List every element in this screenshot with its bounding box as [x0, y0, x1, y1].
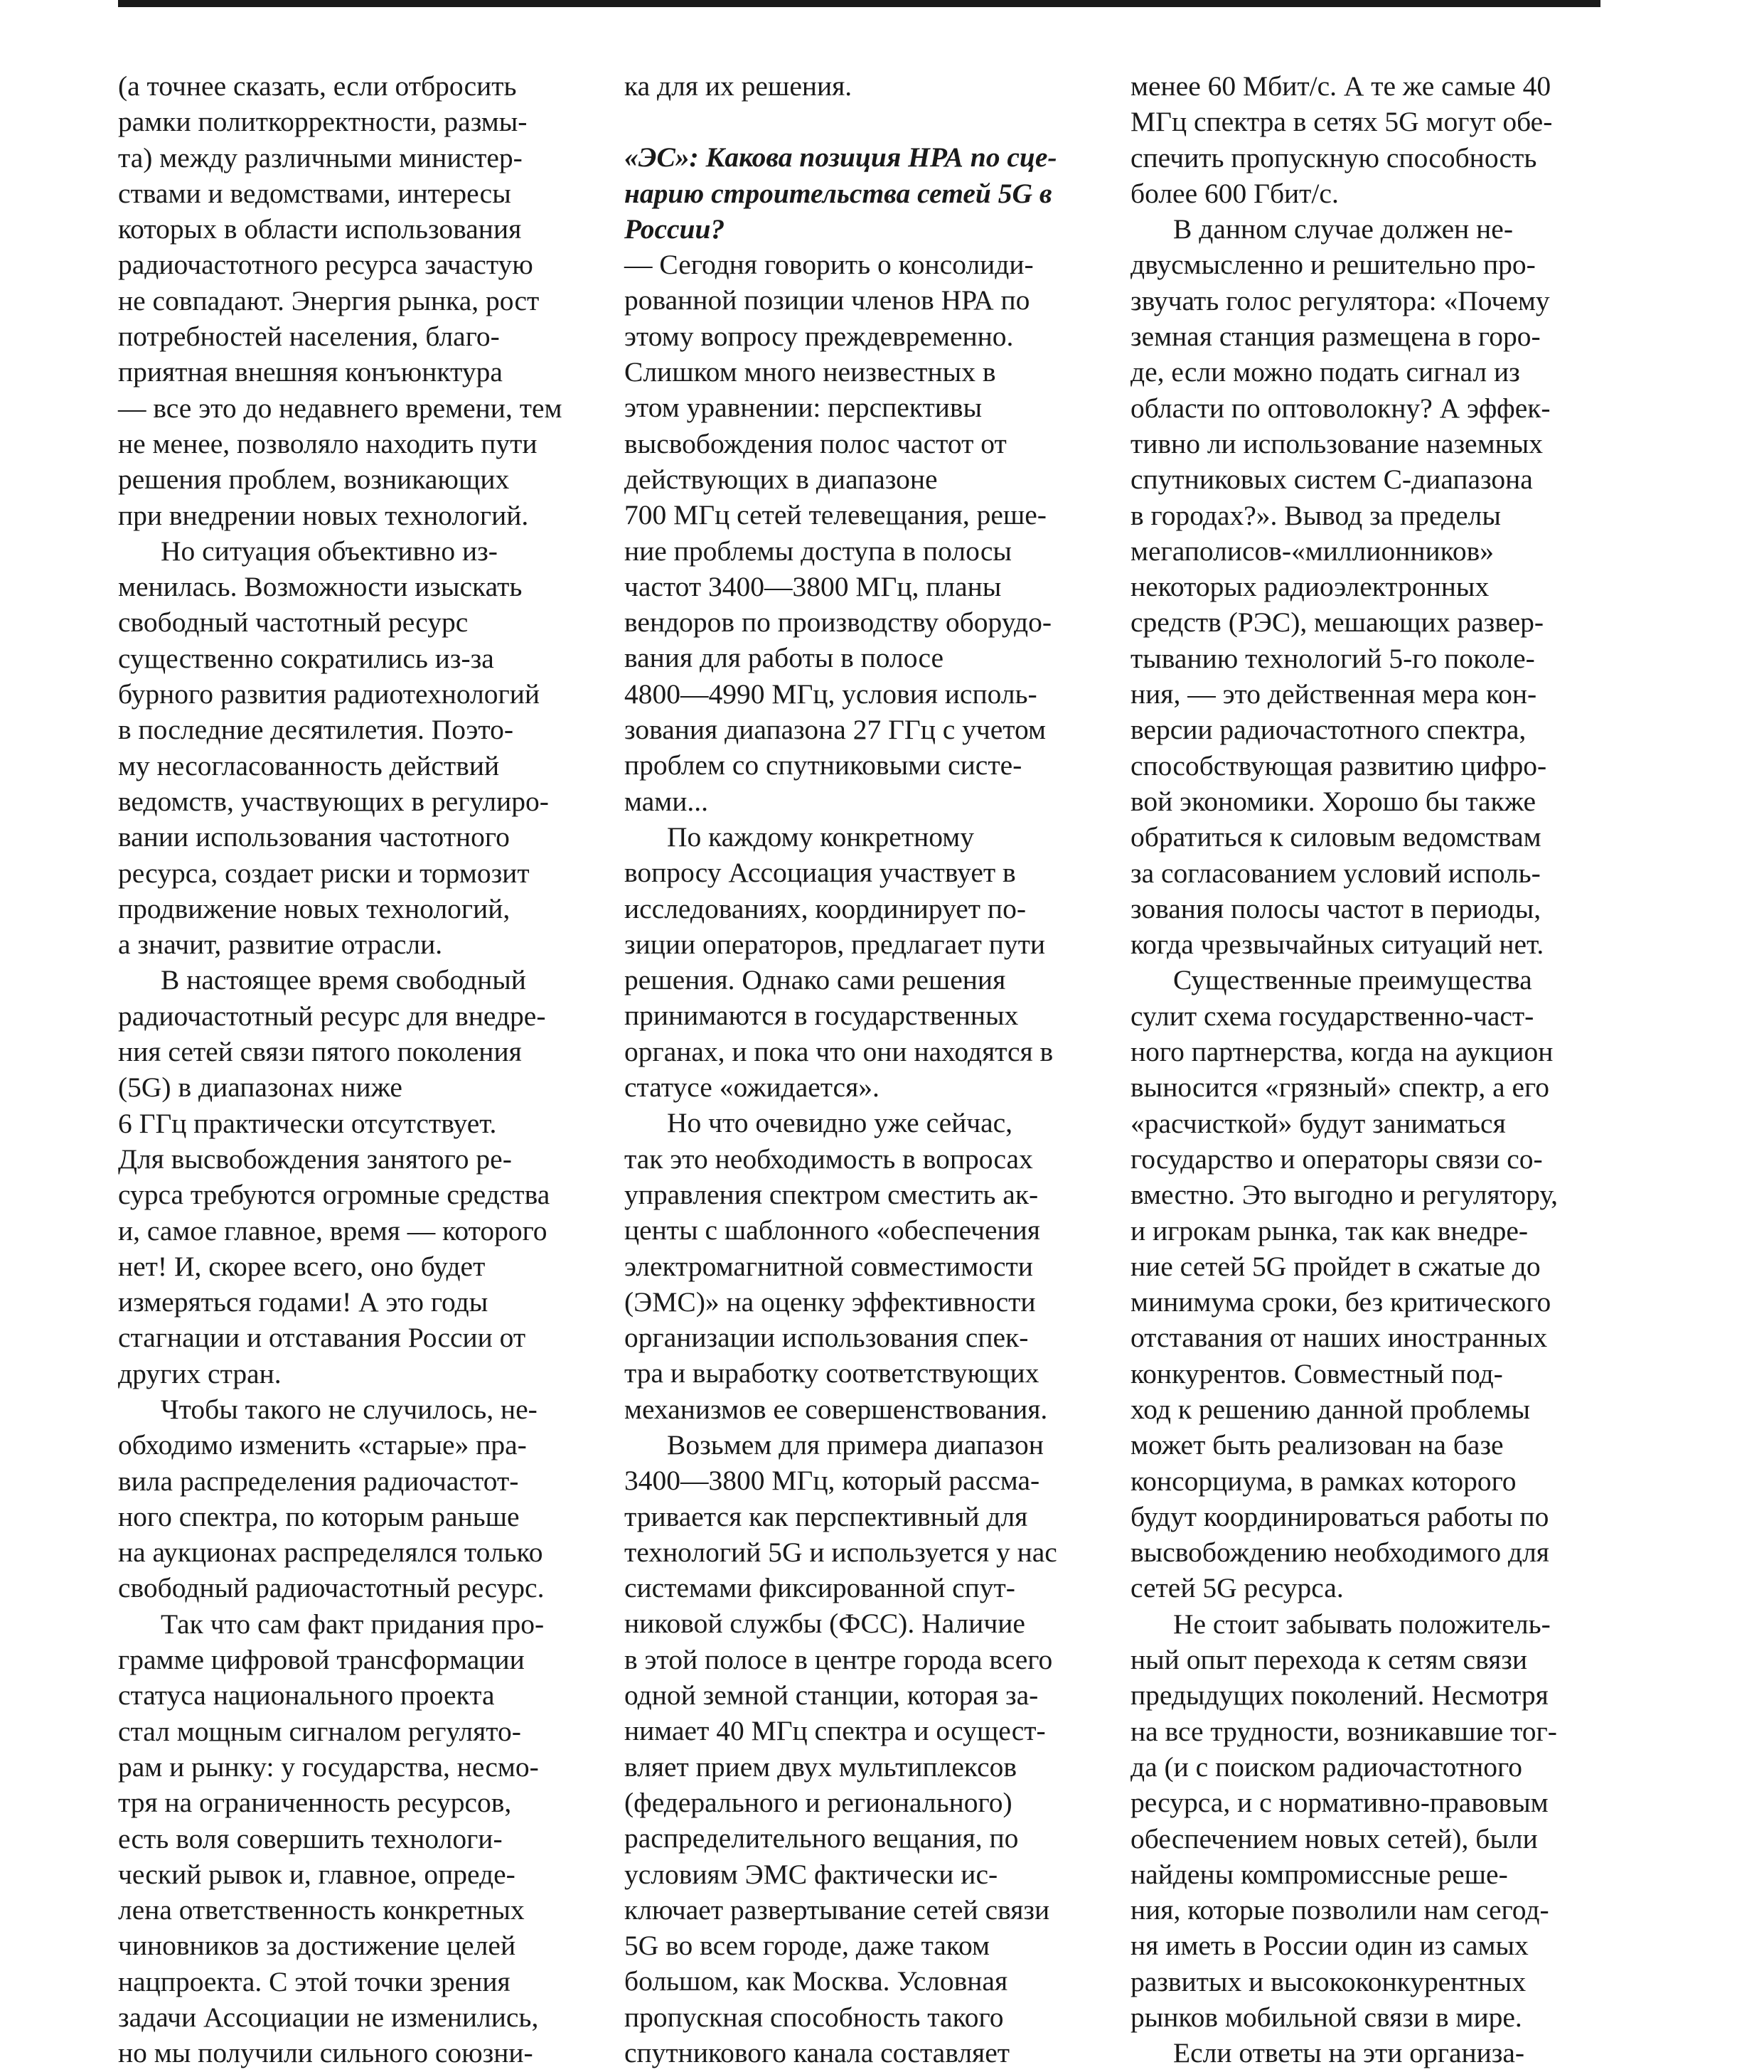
column-3 [1130, 68, 1614, 2071]
column-2 [624, 68, 1115, 2071]
paragraph: В данном случае должен не- двусмысленно и решительно про- звучать голос регулятора: «Почему земная станция размещена в горо- де, если можно подать сигнал из области по оптоволокну? А эффек- тивно ли использование наземных спутниковых систем С-диапазона в городах?». Вывод за пределы мегаполисов-«миллионников» некоторых радиоэлектронных средств (РЭС), мешающих развер- тыванию технологий 5-го поколе- ния, — это действенная мера кон- версии радиочастотного спектра, способствующая развитию цифро- вой экономики. Хорошо бы также обратиться к силовым ведомствам за согласованием условий исполь- зования полосы частот в периоды, когда чрезвычайных ситуаций нет. [1130, 213, 1551, 961]
interview-question: «ЭС»: Какова позиция НРА по сце- нарию строительства сетей 5G в России? [624, 141, 1057, 245]
paragraph: Возьмем для примера диапазон 3400—3800 МГц, который рассма- тривается как перспективный для технологий 5G и используется у нас системами фиксированной спут- никовой службы (ФСС). Наличие в этой полосе в центре города всего одной земной станции, которая за- нимает 40 МГц спектра и осущест- вляет прием двух мультиплексов (федерального и регионального) распределительного вещания, по условиям ЭМС фактически ис- ключает развертывание сетей связи 5G во всем городе, даже таком большом, как Москва. Условная пропускная способность такого спутникового канала составляет [624, 1428, 1057, 2069]
paragraph: Не стоит забывать положитель- ный опыт перехода к сетям связи предыдущих поколений. Несмотря на все трудности, возникавшие тог- да (и с поиском радиочастотного ресурса, и с нормативно-правовым обеспечением новых сетей), были найдены компромиссные реше- ния, которые позволили нам сегод- ня иметь в России один из самых развитых и высококонкурентных рынков мобильной связи в мире. [1130, 1608, 1557, 2034]
column-1 [118, 68, 587, 2071]
paragraph: Существенные преимущества сулит схема государственно-част- ного партнерства, когда на аукцион выносится «грязный» спектр, а его «расчисткой» будут заниматься государство и операторы связи со- вместно. Это выгодно и регулятору, и игрокам рынка, так как внедре- ние сетей 5G пройдет в сжатые до минимума сроки, без критического отставания от наших иностранных конкурентов. Совместный под- ход к решению данной проблемы может быть реализован на базе консорциума, в рамках которого будут координироваться работы по высвобождению необходимого для сетей 5G ресурса. [1130, 964, 1559, 1604]
paragraph: (а точнее сказать, если отбросить рамки политкорректности, размы- та) между различными министер- ствами и ведомствами, интересы которых в области использования радиочастотного ресурса зачастую не совпадают. Энергия рынка, рост потребностей населения, благо- приятная внешняя конъюнктура — все это до недавнего времени, тем не менее, позволяло находить пути решения проблем, возникающих при внедрении новых технологий. [118, 70, 562, 531]
paragraph: Если ответы на эти организа- [1173, 2037, 1525, 2069]
paragraph: — Сегодня говорить о консолиди- рованной позиции членов НРА по этому вопросу преждевременно. Слишком много неизвестных в этом уравнении: перспективы высвобождения полос частот от действующих в диапазоне 700 МГц сетей телевещания, реше- ние проблемы доступа в полосы частот 3400—3800 МГц, планы вендоров по производству оборудо- вания для работы в полосе 4800—4990 МГц, условия исполь- зования диапазона 27 ГГц с учетом проблем со спутниковыми систе- мами... [624, 249, 1052, 817]
paragraph: Но ситуация объективно из- менилась. Возможности изыскать свободный частотный ресурс существенно сократились из-за бурного развития радиотехнологий в последние десятилетия. Поэто- му несогласованность действий ведомств, участвующих в регулиро- вании использования частотного ресурса, создает риски и тормозит продвижение новых технологий, а значит, развитие отрасли. [118, 535, 549, 961]
paragraph: Но что очевидно уже сейчас, так это необходимость в вопросах управления спектром сместить ак- центы с шаблонного «обеспечения электромагнитной совместимости (ЭМС)» на оценку эффективности организации использования спек- тра и выработку соответствующих механизмов ее совершенствования. [624, 1107, 1048, 1425]
paragraph: В настоящее время свободный радиочастотный ресурс для внедре- ния сетей связи пятого поколения (5G) в диапазонах ниже 6 ГГц практически отсутствует. Для высвобождения занятого ре- сурса требуются огромные средства и, самое главное, время — которого нет! И, скорее всего, оно будет измеряться годами! А это годы стагнации и отставания России от других стран. [118, 964, 550, 1389]
top-rule [118, 0, 1600, 7]
spacer [624, 104, 1115, 139]
paragraph: ка для их решения. [624, 70, 852, 102]
paragraph: Так что сам факт придания про- грамме цифровой трансформации статуса национального проекта стал мощным сигналом регулято- рам и рынку: у государства, несмо- тря на ограниченность ресурсов, есть воля совершить технологи- ческий рывок и, главное, опреде- лена ответственность конкретных чиновников за достижение целей нацпроекта. С этой точки зрения задачи Ассоциации не изменились, но мы получили сильного союзни- [118, 1608, 545, 2069]
paragraph: Чтобы такого не случилось, не- обходимо изменить «старые» пра- вила распределения радиочастот- ного спектра, по которым раньше на аукционах распределялся только свободный радиочастотный ресурс. [118, 1393, 545, 1604]
paragraph: менее 60 Мбит/с. А те же самые 40 МГц спектра в сетях 5G могут обе- спечить пропускную способность более 600 Гбит/с. [1130, 70, 1553, 209]
paragraph: По каждому конкретному вопросу Ассоциация участвует в исследованиях, координирует по- зиции операторов, предлагает пути решения. Однако сами решения принимаются в государственных органах, и пока что они находятся в статусе «ожидается». [624, 821, 1054, 1104]
